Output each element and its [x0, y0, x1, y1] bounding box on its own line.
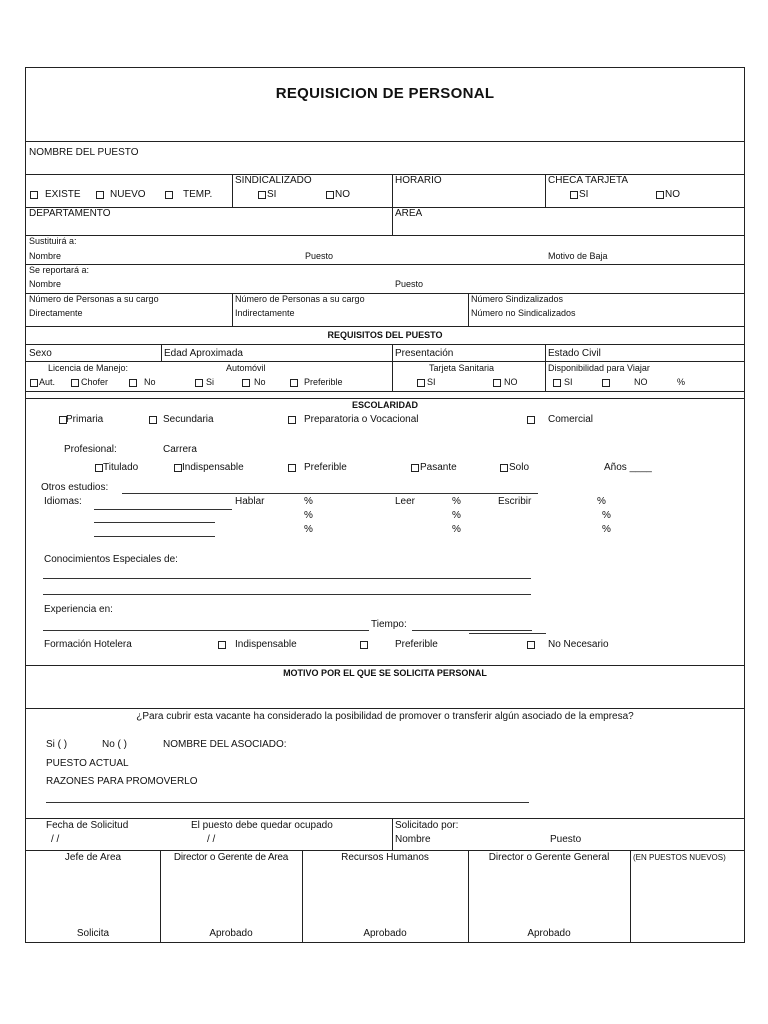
chofer-label: Chofer	[81, 377, 109, 387]
idioma-line-3[interactable]	[94, 536, 215, 537]
divider	[630, 850, 631, 942]
preparatoria-label: Preparatoria o Vocacional	[304, 414, 419, 425]
otros-estudios-label: Otros estudios:	[41, 482, 109, 493]
divider	[26, 818, 744, 819]
experiencia-label: Experiencia en:	[44, 604, 113, 615]
recursos-humanos-label: Recursos Humanos	[341, 852, 429, 863]
automovil-no-label: No	[254, 377, 266, 387]
preferible-label: Preferible	[304, 462, 347, 473]
motivo-baja-label: Motivo de Baja	[548, 251, 608, 261]
solicitado-por-label: Solicitado por:	[395, 820, 459, 831]
razones-line[interactable]	[46, 802, 529, 803]
escribir-pct-3: %	[602, 524, 611, 535]
escolaridad-header: ESCOLARIDAD	[351, 400, 418, 410]
preparatoria-checkbox[interactable]	[288, 416, 296, 424]
anos-label: Años ____	[604, 462, 652, 473]
disponibilidad-label: Disponibilidad para Viajar	[548, 363, 650, 373]
reportara-nombre-label: Nombre	[29, 279, 62, 289]
formacion-preferible-checkbox[interactable]	[360, 641, 368, 649]
viajar-si-label: SI	[564, 377, 573, 387]
hablar-label: Hablar	[235, 496, 265, 507]
idiomas-label: Idiomas:	[44, 496, 82, 507]
existe-checkbox[interactable]	[30, 191, 38, 199]
divider	[26, 850, 744, 851]
area-label: AREA	[395, 208, 423, 219]
sindicalizado-si-label: SI	[267, 189, 277, 200]
sustituira-nombre-label: Nombre	[29, 251, 62, 261]
viajar-no-checkbox[interactable]	[602, 379, 610, 387]
divider	[26, 665, 744, 666]
viajar-no-label: NO	[634, 377, 648, 387]
departamento-label: DEPARTAMENTO	[29, 208, 111, 219]
formacion-preferible-label: Preferible	[395, 639, 438, 650]
checa-tarjeta-label: CHECA TARJETA	[548, 175, 629, 186]
profesional-label: Profesional:	[64, 444, 117, 455]
leer-pct-2: %	[452, 510, 461, 521]
conocimientos-line-1[interactable]	[43, 578, 531, 579]
formacion-indispensable-checkbox[interactable]	[218, 641, 226, 649]
directamente-label: Directamente	[29, 308, 83, 318]
divider	[545, 174, 546, 207]
divider	[26, 344, 744, 345]
existe-label: EXISTE	[45, 189, 81, 200]
divider	[26, 391, 744, 392]
comercial-checkbox[interactable]	[527, 416, 535, 424]
indispensable-checkbox[interactable]	[174, 464, 182, 472]
automovil-preferible-label: Preferible	[304, 377, 343, 387]
divider	[545, 344, 546, 391]
puesto-ocupado-label: El puesto debe quedar ocupado	[191, 820, 333, 831]
aprobado-3-label: Aprobado	[527, 928, 571, 939]
indirectamente-label: Indirectamente	[235, 308, 295, 318]
divider	[392, 174, 393, 235]
no-sindicalizados-label: Número no Sindicalizados	[471, 308, 576, 318]
sindicalizados-label: Número Sindizalizados	[471, 294, 564, 304]
puestos-nuevos-note: (EN PUESTOS NUEVOS)	[633, 853, 726, 862]
tarjeta-si-checkbox[interactable]	[417, 379, 425, 387]
automovil-no-checkbox[interactable]	[242, 379, 250, 387]
aprobado-1-label: Aprobado	[209, 928, 253, 939]
jefe-area-label: Jefe de Area	[64, 852, 122, 863]
aut-checkbox[interactable]	[30, 379, 38, 387]
idioma-line-2[interactable]	[94, 522, 215, 523]
solo-label: Solo	[509, 462, 530, 473]
reportara-puesto-label: Puesto	[395, 279, 424, 289]
checa-no-checkbox[interactable]	[656, 191, 664, 199]
divider	[232, 293, 233, 326]
nombre-asociado-label: NOMBRE DEL ASOCIADO:	[163, 739, 287, 750]
nuevo-checkbox[interactable]	[96, 191, 104, 199]
temp-label: TEMP.	[183, 189, 213, 200]
formacion-no-necesario-checkbox[interactable]	[527, 641, 535, 649]
reportara-label: Se reportará a:	[29, 265, 90, 275]
divider	[468, 293, 469, 326]
promocion-pregunta: ¿Para cubrir esta vacante ha considerado la posibilidad de promover o transferir algún asociado de la empresa?	[136, 711, 634, 722]
nuevo-label: NUEVO	[110, 189, 146, 200]
sindicalizado-si-checkbox[interactable]	[258, 191, 266, 199]
hablar-pct-2: %	[304, 510, 313, 521]
formacion-indispensable-label: Indispensable	[235, 639, 297, 650]
promocion-no[interactable]: No ( )	[102, 739, 127, 750]
licencia-no-label: No	[144, 377, 156, 387]
otros-estudios-line[interactable]	[122, 493, 538, 494]
pasante-label: Pasante	[420, 462, 457, 473]
divider	[26, 361, 744, 362]
motivo-header: MOTIVO POR EL QUE SE SOLICITA PERSONAL	[283, 668, 487, 678]
divider	[26, 174, 744, 175]
licencia-label: Licencia de Manejo:	[48, 363, 129, 373]
escribir-label: Escribir	[498, 496, 532, 507]
escribir-pct-2: %	[602, 510, 611, 521]
automovil-preferible-checkbox[interactable]	[290, 379, 298, 387]
primaria-label: Primaria	[66, 414, 104, 425]
puesto-actual-label: PUESTO ACTUAL	[46, 758, 129, 769]
divider	[392, 344, 393, 391]
estado-civil-label: Estado Civil	[548, 348, 601, 359]
checa-si-checkbox[interactable]	[570, 191, 578, 199]
fecha-solicitud-label: Fecha de Solicitud	[46, 820, 129, 831]
puesto-ocupado-value[interactable]: / /	[207, 834, 216, 845]
conocimientos-line-2[interactable]	[43, 594, 531, 595]
secundaria-checkbox[interactable]	[149, 416, 157, 424]
tiempo-line-2[interactable]	[469, 633, 546, 634]
sindicalizado-label: SINDICALIZADO	[235, 175, 312, 186]
razones-label: RAZONES PARA PROMOVERLO	[46, 776, 198, 787]
indispensable-label: Indispensable	[182, 462, 244, 473]
edad-label: Edad Aproximada	[164, 348, 243, 359]
tiempo-label: Tiempo:	[371, 619, 407, 630]
presentacion-label: Presentación	[395, 348, 454, 359]
sindicalizado-no-checkbox[interactable]	[326, 191, 334, 199]
divider	[26, 398, 744, 399]
idioma-line-1[interactable]	[94, 509, 232, 510]
preferible-checkbox[interactable]	[288, 464, 296, 472]
divider	[26, 264, 744, 265]
horario-label: HORARIO	[395, 175, 442, 186]
chofer-checkbox[interactable]	[71, 379, 79, 387]
viajar-si-checkbox[interactable]	[553, 379, 561, 387]
carrera-label: Carrera	[163, 444, 197, 455]
divider	[392, 818, 393, 850]
divider	[26, 326, 744, 327]
sustituira-puesto-label: Puesto	[305, 251, 334, 261]
viajar-pct-label: %	[677, 377, 686, 387]
solicitado-puesto-label: Puesto	[550, 834, 582, 845]
promocion-si[interactable]: Si ( )	[46, 739, 68, 750]
secundaria-label: Secundaria	[163, 414, 214, 425]
experiencia-line[interactable]	[43, 630, 369, 631]
personas-indirectas-label: Número de Personas a su cargo	[235, 294, 365, 304]
divider	[26, 708, 744, 709]
director-area-label: Director o Gerente de Area	[173, 852, 289, 863]
personas-directas-label: Número de Personas a su cargo	[29, 294, 159, 304]
hablar-pct-1: %	[304, 496, 313, 507]
conocimientos-label: Conocimientos Especiales de:	[44, 554, 178, 565]
leer-label: Leer	[395, 496, 416, 507]
tarjeta-no-label: NO	[504, 377, 518, 387]
tarjeta-no-checkbox[interactable]	[493, 379, 501, 387]
director-general-label: Director o Gerente General	[488, 852, 610, 863]
solicita-label: Solicita	[76, 928, 110, 939]
leer-pct-1: %	[452, 496, 461, 507]
divider	[161, 344, 162, 361]
formacion-no-necesario-label: No Necesario	[548, 639, 609, 650]
sustituira-label: Sustituirá a:	[29, 236, 77, 246]
pasante-checkbox[interactable]	[411, 464, 419, 472]
escribir-pct-1: %	[597, 496, 606, 507]
comercial-label: Comercial	[548, 414, 594, 425]
tarjeta-sanitaria-label: Tarjeta Sanitaria	[429, 363, 495, 373]
titulado-checkbox[interactable]	[95, 464, 103, 472]
aprobado-2-label: Aprobado	[363, 928, 407, 939]
hablar-pct-3: %	[304, 524, 313, 535]
automovil-label: Automóvil	[226, 363, 266, 373]
checa-si-label: SI	[579, 189, 589, 200]
titulado-label: Titulado	[103, 462, 139, 473]
temp-checkbox[interactable]	[165, 191, 173, 199]
aut-label: Aut.	[39, 377, 56, 387]
formacion-hotelera-label: Formación Hotelera	[44, 639, 132, 650]
licencia-no-checkbox[interactable]	[129, 379, 137, 387]
checa-no-label: NO	[665, 189, 680, 200]
divider	[26, 207, 744, 208]
requisition-form	[25, 67, 745, 943]
solicitado-nombre-label: Nombre	[395, 834, 431, 845]
divider	[26, 141, 744, 142]
tarjeta-si-label: SI	[427, 377, 436, 387]
leer-pct-3: %	[452, 524, 461, 535]
automovil-si-label: Si	[206, 377, 215, 387]
fecha-solicitud-value[interactable]: / /	[51, 834, 60, 845]
sexo-label: Sexo	[29, 348, 52, 359]
requisitos-header: REQUISITOS DEL PUESTO	[327, 330, 443, 340]
solo-checkbox[interactable]	[500, 464, 508, 472]
divider	[232, 174, 233, 207]
tiempo-line[interactable]	[412, 630, 532, 631]
nombre-puesto-label: NOMBRE DEL PUESTO	[29, 147, 139, 158]
divider	[26, 235, 744, 236]
automovil-si-checkbox[interactable]	[195, 379, 203, 387]
form-title: REQUISICION DE PERSONAL	[275, 85, 495, 102]
sindicalizado-no-label: NO	[335, 189, 350, 200]
